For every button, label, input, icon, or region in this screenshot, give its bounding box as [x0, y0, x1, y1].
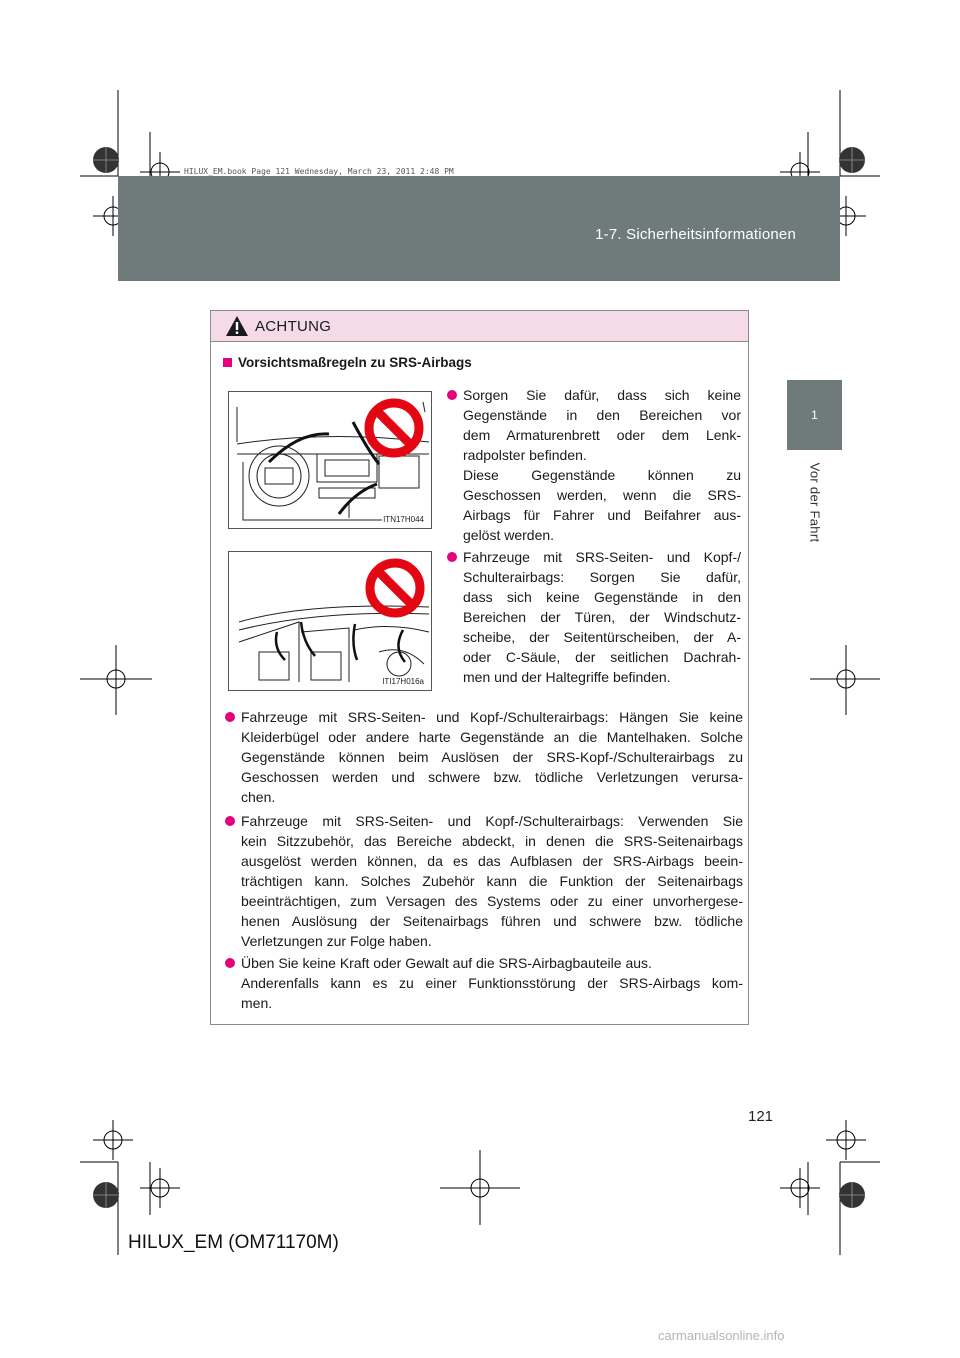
round-bullet-icon — [225, 816, 235, 826]
dashboard-prohibited-illustration — [229, 392, 431, 528]
bullet-line: men. — [241, 995, 273, 1011]
watermark: carmanualsonline.info — [658, 1328, 785, 1343]
bullet-line: beeinträchtigen, zum Versagen des Systems oder zu einer unvorhergese- — [241, 893, 743, 909]
bullet-line: Geschossen werden und schwere bzw. tödliche Verletzungen verursa- — [241, 769, 743, 785]
round-bullet-icon — [447, 390, 457, 400]
bullet-line: men und der Haltegriffe befinden. — [463, 669, 671, 685]
chapter-number-tab — [787, 380, 842, 450]
bullet-line: Fahrzeuge mit SRS-Seiten- und Kopf-/ — [463, 549, 741, 565]
bullet-line: oder C-Säule, der seitlichen Dachrah- — [463, 649, 741, 665]
bullet-line: Sorgen Sie dafür, dass sich keine — [463, 387, 741, 403]
bullet-line: Fahrzeuge mit SRS-Seiten- und Kopf-/Schulterairbags: Verwenden Sie — [241, 813, 743, 829]
bullet-line: Geschossen werden, wenn die SRS- — [463, 487, 741, 503]
chapter-title-vertical — [745, 452, 885, 552]
section-heading — [223, 355, 472, 370]
book-info-line: HILUX_EM.book Page 121 Wednesday, March 23, 2011 2:48 PM — [184, 167, 454, 176]
bullet-line: Anderenfalls kann es zu einer Funktionsstörung der SRS-Airbags kom- — [241, 975, 743, 991]
warning-title: ACHTUNG — [255, 317, 332, 335]
figure-dashboard — [228, 391, 432, 529]
bullet-line: chen. — [241, 789, 276, 805]
bullet-line: scheibe, der Seitentürscheiben, der A- — [463, 629, 741, 645]
model-code: HILUX_EM (OM71170M) — [128, 1232, 339, 1253]
bullet-line: kein Sitzzubehör, das Bereiche abdeckt, in denen die SRS-Seitenairbags — [241, 833, 743, 849]
bullet-line: Gegenstände können beim Auslösen der SRS-Kopf-/Schulterairbags zu — [241, 749, 743, 765]
bullet-line: Diese Gegenstände können zu — [463, 467, 741, 483]
bullet-line: Schulterairbags: Sorgen Sie dafür, — [463, 569, 741, 585]
bullet-line: gelöst werden. — [463, 527, 555, 543]
bullet-line: Üben Sie keine Kraft oder Gewalt auf die SRS-Airbagbauteile aus. — [241, 955, 652, 971]
figure-code: ITN17H044 — [383, 515, 424, 524]
bullet-line: Gegenstände in den Bereichen vor — [463, 407, 741, 423]
bullet-line: Kleiderbügel oder andere harte Gegenstände an die Mantelhaken. Solche — [241, 729, 743, 745]
section-title: 1-7. Sicherheitsinformationen — [595, 226, 796, 243]
bullet-line: dass sich keine Gegenstände in den — [463, 589, 741, 605]
bullet-item — [225, 707, 743, 807]
square-bullet-icon — [223, 358, 232, 367]
page-number: 121 — [748, 1108, 774, 1125]
round-bullet-icon — [225, 958, 235, 968]
bullet-item — [447, 547, 741, 687]
bullet-item — [447, 385, 741, 545]
bullet-line: henen Auslösung der Seitenairbags führen und schwere bzw. tödliche — [241, 913, 743, 929]
figure-cabin-side — [228, 551, 432, 691]
bullet-line: Verletzungen zur Folge haben. — [241, 933, 432, 949]
warning-title-bar — [211, 311, 748, 342]
section-heading-text: Vorsichtsmaßregeln zu SRS-Airbags — [238, 355, 472, 370]
header-band — [118, 176, 840, 281]
bullet-line: dem Armaturenbrett oder dem Lenk- — [463, 427, 741, 443]
bullet-line: Bereichen der Türen, der Windschutz- — [463, 609, 741, 625]
warning-box — [210, 310, 749, 1025]
bullet-line: Airbags für Fahrer und Beifahrer aus- — [463, 507, 741, 523]
bullet-line: radpolster befinden. — [463, 447, 587, 463]
round-bullet-icon — [225, 712, 235, 722]
bullet-line: trächtigen kann. Solches Zubehör kann die Funktion der Seitenairbags — [241, 873, 743, 889]
round-bullet-icon — [447, 552, 457, 562]
bullet-line: ausgelöst werden können, da es das Aufblasen der SRS-Airbags beein- — [241, 853, 743, 869]
chapter-title: Vor der Fahrt — [807, 462, 823, 542]
bullet-line: Fahrzeuge mit SRS-Seiten- und Kopf-/Schulterairbags: Hängen Sie keine — [241, 709, 743, 725]
cabin-side-prohibited-illustration — [229, 552, 431, 690]
bullet-item — [225, 811, 743, 951]
figure-code: ITI17H016a — [382, 677, 424, 686]
warning-triangle-icon — [225, 315, 249, 337]
chapter-number: 1 — [811, 408, 818, 422]
bullet-item — [225, 953, 743, 1013]
